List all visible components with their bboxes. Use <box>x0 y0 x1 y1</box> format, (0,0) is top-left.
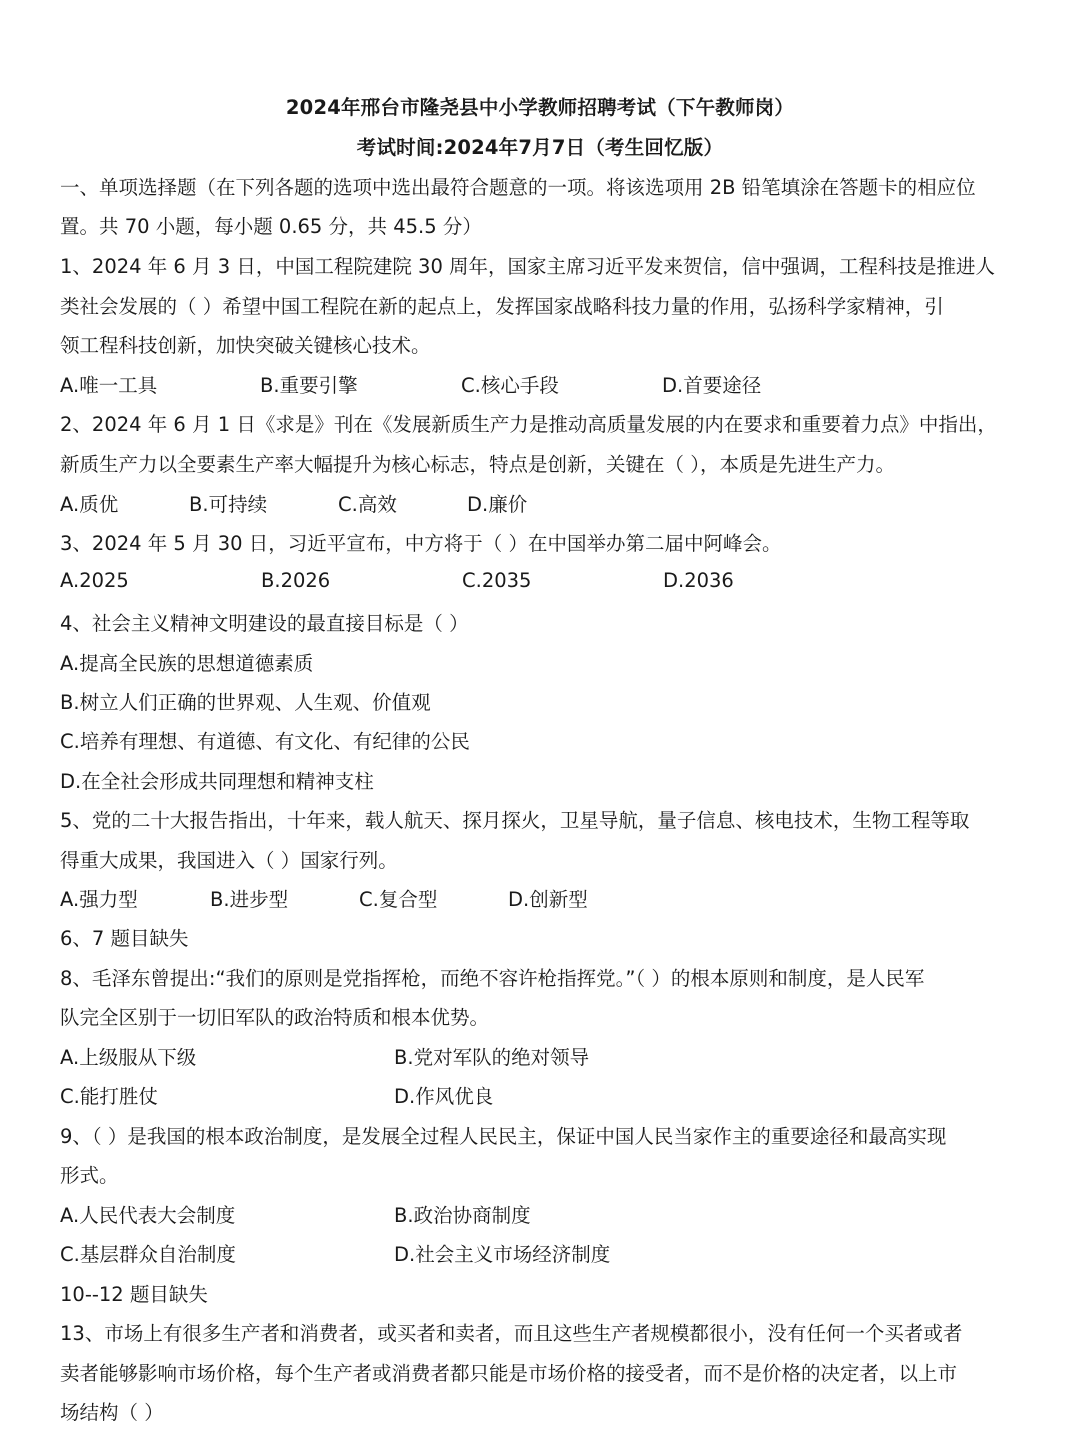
question-3-option-c: C.2035 <box>462 569 532 592</box>
question-9-option-d: D.社会主义市场经济制度 <box>394 1243 611 1266</box>
question-4-line-1: 4、社会主义精神文明建设的最直接目标是（ ） <box>60 612 469 635</box>
question-4-option-d: D.在全社会形成共同理想和精神支柱 <box>60 770 374 793</box>
question-9-option-b: B.政治协商制度 <box>394 1204 531 1227</box>
question-1-option-b: B.重要引擎 <box>260 374 358 397</box>
page-subtitle: 考试时间:2024年7月7日（考生回忆版） <box>356 136 724 159</box>
question-5-line-2: 得重大成果，我国进入（ ）国家行列。 <box>60 849 398 872</box>
question-2-line-1: 2、2024 年 6 月 1 日《求是》刊在《发展新质生产力是推动高质量发展的内在要求和重要着力点》中指出， <box>60 413 997 436</box>
question-9-line-2: 形式。 <box>60 1164 119 1187</box>
question-1-option-a: A.唯一工具 <box>60 374 158 397</box>
question-3-option-a: A.2025 <box>60 569 129 592</box>
question-8-option-c: C.能打胜仗 <box>60 1085 158 1108</box>
question-8-option-d: D.作风优良 <box>394 1085 494 1108</box>
question-9-option-a: A.人民代表大会制度 <box>60 1204 236 1227</box>
question-3-line-1: 3、2024 年 5 月 30 日，习近平宣布，中方将于（ ）在中国举办第二届中阿峰会。 <box>60 532 782 555</box>
section-heading-line-1: 一、单项选择题（在下列各题的选项中选出最符合题意的一项。将该选项用 2B 铅笔填涂在答题卡的相应位 <box>60 176 976 199</box>
question-5-option-c: C.复合型 <box>359 888 438 911</box>
question-3-option-d: D.2036 <box>663 569 734 592</box>
question-5-option-b: B.进步型 <box>210 888 289 911</box>
question-13-line-3: 场结构（ ） <box>60 1401 164 1424</box>
questions-6-7-missing-note: 6、7 题目缺失 <box>60 927 189 950</box>
question-2-line-2: 新质生产力以全要素生产率大幅提升为核心标志，特点是创新，关键在（ ），本质是先进生产力。 <box>60 453 895 476</box>
question-1-line-1: 1、2024 年 6 月 3 日，中国工程院建院 30 周年，国家主席习近平发来贺信，信中强调，工程科技是推进人 <box>60 255 996 278</box>
question-3-option-b: B.2026 <box>261 569 331 592</box>
question-1-line-2: 类社会发展的（ ）希望中国工程院在新的起点上，发挥国家战略科技力量的作用，弘扬科学家精神，引 <box>60 295 944 318</box>
section-heading-line-2: 置。共 70 小题，每小题 0.65 分，共 45.5 分） <box>60 215 482 238</box>
question-1-option-d: D.首要途径 <box>662 374 762 397</box>
question-2-option-b: B.可持续 <box>189 493 268 516</box>
question-4-option-a: A.提高全民族的思想道德素质 <box>60 652 314 675</box>
question-5-option-a: A.强力型 <box>60 888 138 911</box>
question-2-option-c: C.高效 <box>338 493 397 516</box>
question-1-line-3: 领工程科技创新，加快突破关键核心技术。 <box>60 334 431 357</box>
question-8-line-1: 8、毛泽东曾提出:“我们的原则是党指挥枪，而绝不容许枪指挥党。”（ ）的根本原则和制度，是人民军 <box>60 967 925 990</box>
question-8-line-2: 队完全区别于一切旧军队的政治特质和根本优势。 <box>60 1006 490 1029</box>
question-5-line-1: 5、党的二十大报告指出，十年来，载人航天、探月探火，卫星导航，量子信息、核电技术，生物工程等取 <box>60 809 970 832</box>
page-title: 2024年邢台市隆尧县中小学教师招聘考试（下午教师岗） <box>285 96 795 119</box>
question-13-line-2: 卖者能够影响市场价格，每个生产者或消费者都只能是市场价格的接受者，而不是价格的决定者，以上市 <box>60 1362 958 1385</box>
question-13-line-1: 13、市场上有很多生产者和消费者，或买者和卖者，而且这些生产者规模都很小，没有任何一个买者或者 <box>60 1322 963 1345</box>
question-5-option-d: D.创新型 <box>508 888 588 911</box>
question-1-option-c: C.核心手段 <box>461 374 559 397</box>
question-4-option-c: C.培养有理想、有道德、有文化、有纪律的公民 <box>60 730 470 753</box>
question-2-option-d: D.廉价 <box>467 493 528 516</box>
question-9-option-c: C.基层群众自治制度 <box>60 1243 236 1266</box>
question-2-option-a: A.质优 <box>60 493 119 516</box>
questions-10-12-missing-note: 10--12 题目缺失 <box>60 1283 208 1306</box>
question-9-line-1: 9、（ ）是我国的根本政治制度，是发展全过程人民民主，保证中国人民当家作主的重要途径和最高实现 <box>60 1125 947 1148</box>
question-8-option-b: B.党对军队的绝对领导 <box>394 1046 590 1069</box>
question-4-option-b: B.树立人们正确的世界观、人生观、价值观 <box>60 691 431 714</box>
question-8-option-a: A.上级服从下级 <box>60 1046 197 1069</box>
